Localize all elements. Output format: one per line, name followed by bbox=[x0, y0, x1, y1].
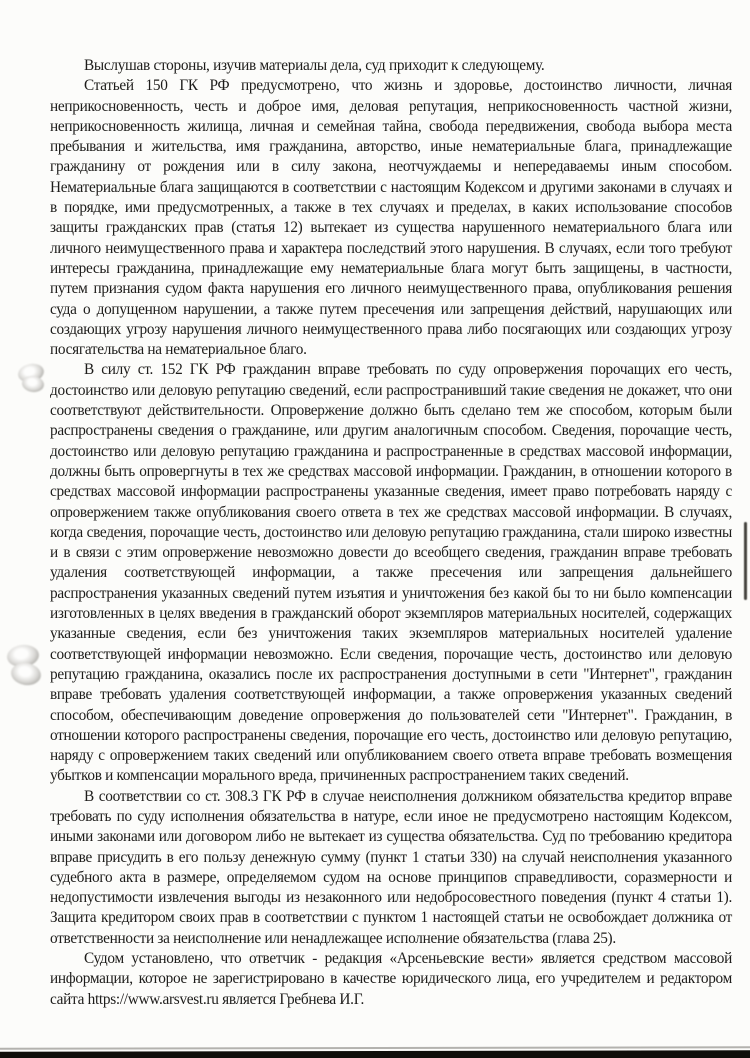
paragraph-intro: Выслушав стороны, изучив материалы дела, суд приходит к следующему. bbox=[84, 57, 545, 74]
binding-artifact-lower bbox=[3, 643, 43, 693]
paragraph-article-308-3: В соответствии со ст. 308.3 ГК РФ в случае неисполнения должником обязательства кредитор вправе требовать по суду исполнения обязательства в натуре, если иное не предусмотрено настоящим Кодексом, иными законами или договором либо не вытекает из существа обязательства. Суд по требованию кредитора вправе присудить в его пользу денежную сумму (пункт 1 статьи 330) на случай неисполнения указанного судебного акта в размере, определяемом судом на основе принципов справедливости, соразмерности и недопустимости извлечения выгоды из незаконного или недобросовестного поведения (пункт 4 статьи 1). Защита кредитором своих прав в соответствии с пунктом 1 настоящей статьи не освобождает должника от ответственности за неисполнение или ненадлежащее исполнение обязательства (глава 25). bbox=[50, 787, 732, 947]
binding-artifact-upper bbox=[16, 362, 48, 398]
document-text-block bbox=[50, 56, 732, 1010]
binding-artifact-lump bbox=[9, 661, 42, 688]
paragraph-article-150: Статьей 150 ГК РФ предусмотрено, что жизнь и здоровье, достоинство личности, личная неприкосновенность, честь и доброе имя, деловая репутация, неприкосновенность частной жизни, неприкосновенность жилища, личная и семейная тайна, свобода передвижения, свобода выбора места пребывания и жительства, имя гражданина, авторство, иные нематериальные блага, принадлежащие гражданину от рождения или в силу закона, неотчуждаемы и непередаваемы иным способом. Нематериальные блага защищаются в соответствии с настоящим Кодексом и другими законами в случаях и в порядке, ими предусмотренных, а также в тех случаях и пределах, в каких использование способов защиты гражданских прав (статья 12) вытекает из существа нарушенного нематериального блага или личного неимущественного права и характера последствий этого нарушения. В случаях, если того требуют интересы гражданина, принадлежащие ему нематериальные блага могут быть защищены, в частности, путем признания судом факта нарушения его личного неимущественного права, опубликования решения суда о допущенном нарушении, а также путем пресечения или запрещения действий, нарушающих или создающих угрозу нарушения личного неимущественного права либо посягающих или создающих угрозу посягательства на нематериальное благо. bbox=[50, 77, 732, 359]
paragraph-court-findings: Судом установлено, что ответчик - редакция «Арсеньевские вести» является средством массовой информации, которое не зарегистрировано в качестве юридического лица, его учредителем и редактором сайта https://www.arsvest.ru является Гребнева И.Г. bbox=[50, 950, 732, 1008]
scan-edge-mark bbox=[744, 522, 747, 600]
page-fold-shadow bbox=[37, 0, 46, 1046]
page-bottom-edge bbox=[0, 1046, 750, 1050]
paragraph-article-152: В силу ст. 152 ГК РФ гражданин вправе требовать по суду опровержения порочащих его честь, достоинство или деловую репутацию сведений, если распространивший такие сведения не докажет, что они соответствуют действительности. Опровержение должно быть сделано тем же способом, которым были распространены сведения о гражданине, или другим аналогичным способом. Сведения, порочащие честь, достоинство или деловую репутацию гражданина и распространенные в средствах массовой информации, должны быть опровергнуты в тех же средствах массовой информации. Гражданин, в отношении которого в средствах массовой информации распространены указанные сведения, имеет право потребовать наряду с опровержением также опубликования своего ответа в тех же средствах массовой информации. В случаях, когда сведения, порочащие честь, достоинство или деловую репутацию гражданина, стали широко известны и в связи с этим опровержение невозможно довести до всеобщего сведения, гражданин вправе требовать удаления соответствующей информации, а также пресечения или запрещения дальнейшего распространения указанных сведений путем изъятия и уничтожения без какой бы то ни было компенсации изготовленных в целях введения в гражданский оборот экземпляров материальных носителей, содержащих указанные сведения, если без уничтожения таких экземпляров материальных носителей удаление соответствующей информации невозможно. Если сведения, порочащие честь, достоинство или деловую репутацию гражданина, оказались после их распространения доступными в сети "Интернет", гражданин вправе требовать удаления соответствующей информации, а также опровержения указанных сведений способом, обеспечивающим доведение опровержения до пользователей сети "Интернет". Гражданин, в отношении которого распространены сведения, порочащие его честь, достоинство или деловую репутацию, наряду с опровержением таких сведений или опубликованием своего ответа вправе требовать возмещения убытков и компенсации морального вреда, причиненных распространением таких сведений. bbox=[50, 361, 732, 785]
scanner-background bbox=[0, 1050, 750, 1058]
